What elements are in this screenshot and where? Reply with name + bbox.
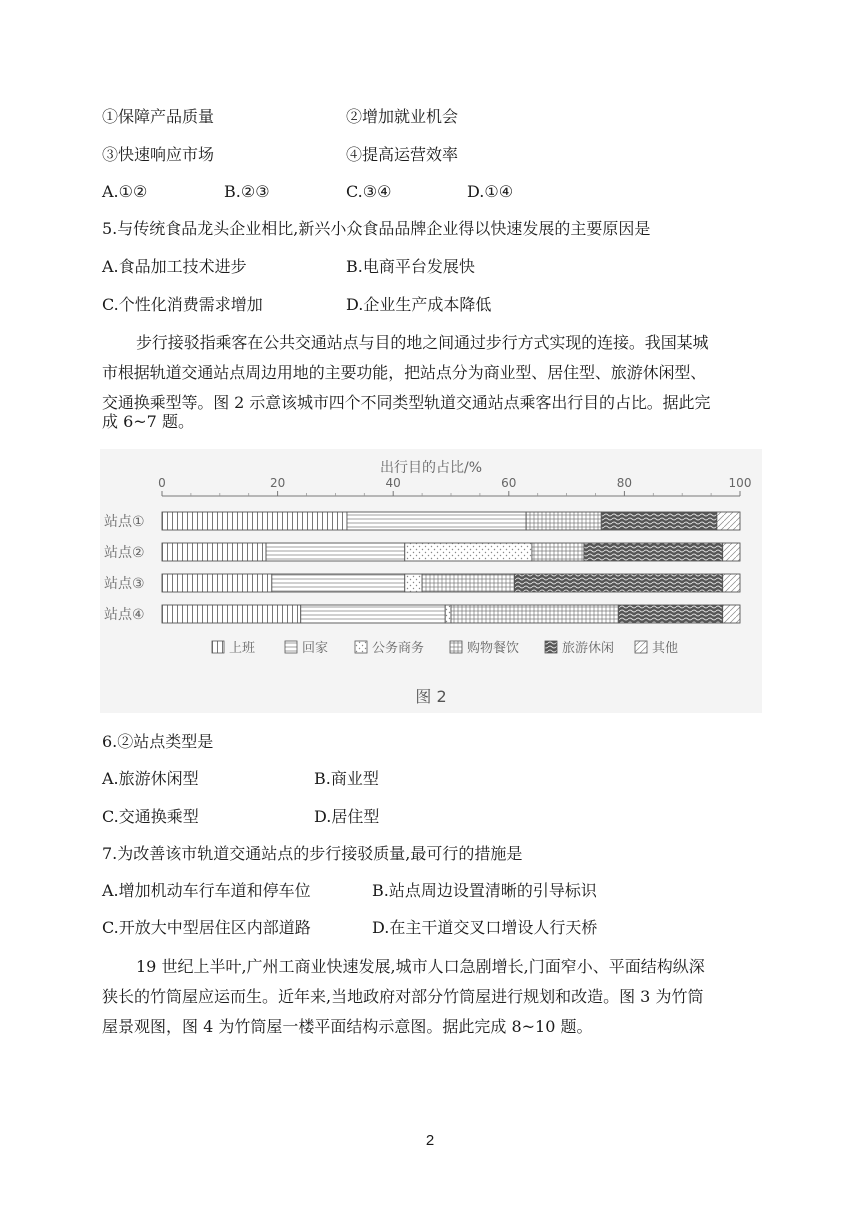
bar-segment xyxy=(405,543,532,561)
x-tick-label: 20 xyxy=(269,476,286,490)
bar-segment xyxy=(162,605,301,623)
q4-option-3: ③快速响应市场 xyxy=(102,145,215,164)
legend-label: 旅游休闲 xyxy=(562,641,615,656)
q4-option-2: ②增加就业机会 xyxy=(346,107,459,126)
bar-segment xyxy=(723,605,740,623)
q4-choice-b: B.②③ xyxy=(224,182,270,201)
legend-swatch xyxy=(212,641,224,653)
bar-segment xyxy=(445,605,451,623)
category-label: 站点④ xyxy=(104,607,145,623)
x-tick-label: 60 xyxy=(501,476,517,490)
legend-label: 购物餐饮 xyxy=(467,641,520,656)
category-label: 站点① xyxy=(104,514,145,530)
q5-option-b: B.电商平台发展快 xyxy=(346,257,475,276)
q4-option-4: ④提高运营效率 xyxy=(346,145,459,164)
q5-option-d: D.企业生产成本降低 xyxy=(346,295,492,314)
legend-swatch xyxy=(635,641,647,653)
legend-swatch xyxy=(545,641,557,653)
legend-label: 上班 xyxy=(229,641,256,656)
bar-segment xyxy=(405,574,422,592)
x-tick-label: 0 xyxy=(158,476,166,490)
bar-segment xyxy=(422,574,514,592)
q7-option-c: C.开放大中型居住区内部道路 xyxy=(102,918,311,937)
bar-segment xyxy=(347,512,526,530)
x-tick-label: 80 xyxy=(616,476,633,490)
bar-segment xyxy=(162,574,272,592)
q7-option-d: D.在主干道交叉口增设人行天桥 xyxy=(372,918,598,937)
q7-option-b: B.站点周边设置清晰的引导标识 xyxy=(372,881,597,900)
legend-swatch xyxy=(355,641,367,653)
bar-segment xyxy=(723,543,740,561)
passage2-line-3: 屋景观图，图 4 为竹筒屋一楼平面结构示意图。据此完成 8~10 题。 xyxy=(102,1017,593,1036)
bar-segment xyxy=(515,574,723,592)
q4-choice-c: C.③④ xyxy=(346,182,392,201)
q5-option-a: A.食品加工技术进步 xyxy=(102,257,247,276)
q6-option-d: D.居住型 xyxy=(314,807,380,826)
q4-choice-d: D.①④ xyxy=(467,182,514,201)
q6-option-b: B.商业型 xyxy=(314,769,379,788)
bar-segment xyxy=(162,543,266,561)
category-label: 站点③ xyxy=(104,576,145,592)
stacked-bar-chart xyxy=(100,449,762,713)
legend-label: 其他 xyxy=(652,641,679,656)
page-number: 2 xyxy=(425,1132,435,1149)
passage1-line-4: 成 6~7 题。 xyxy=(102,412,194,431)
figure-2 xyxy=(100,449,762,713)
bar-segment xyxy=(266,543,405,561)
q4-option-1: ①保障产品质量 xyxy=(102,107,215,126)
q7-stem: 7.为改善该市轨道交通站点的步行接驳质量,最可行的措施是 xyxy=(102,844,523,863)
passage2-line-1: 19 世纪上半叶,广州工商业快速发展,城市人口急剧增长,门面窄小、平面结构纵深 xyxy=(136,957,705,976)
q6-option-a: A.旅游休闲型 xyxy=(102,769,199,788)
bar-segment xyxy=(301,605,446,623)
q6-stem: 6.②站点类型是 xyxy=(102,732,214,751)
bar-segment xyxy=(584,543,723,561)
q7-option-a: A.增加机动车行车道和停车位 xyxy=(102,881,311,900)
legend-label: 公务商务 xyxy=(372,641,425,656)
q4-choice-a: A.①② xyxy=(102,182,148,201)
bar-segment xyxy=(451,605,619,623)
bar-segment xyxy=(601,512,717,530)
x-tick-label: 40 xyxy=(385,476,401,490)
passage2-line-2: 狭长的竹筒屋应运而生。近年来,当地政府对部分竹筒屋进行规划和改造。图 3 为竹筒 xyxy=(102,987,704,1006)
bar-segment xyxy=(526,512,601,530)
bar-segment xyxy=(717,512,740,530)
q5-option-c: C.个性化消费需求增加 xyxy=(102,295,263,314)
passage1-line-2: 市根据轨道交通站点周边用地的主要功能，把站点分为商业型、居住型、旅游休闲型、 xyxy=(102,363,707,382)
passage1-line-1: 步行接驳指乘客在公共交通站点与目的地之间通过步行方式实现的连接。我国某城 xyxy=(136,333,709,352)
bar-segment xyxy=(272,574,405,592)
q5-stem: 5.与传统食品龙头企业相比,新兴小众食品品牌企业得以快速发展的主要原因是 xyxy=(102,219,651,238)
x-tick-label: 100 xyxy=(728,476,752,490)
legend-swatch xyxy=(285,641,297,653)
category-label: 站点② xyxy=(104,545,145,561)
q6-option-c: C.交通换乘型 xyxy=(102,807,199,826)
passage1-line-3: 交通换乘型等。图 2 示意该城市四个不同类型轨道交通站点乘客出行目的占比。据此完 xyxy=(102,393,711,412)
figure-caption: 图 2 xyxy=(415,687,447,706)
bar-segment xyxy=(619,605,723,623)
bar-segment xyxy=(532,543,584,561)
legend-swatch xyxy=(450,641,462,653)
legend-label: 回家 xyxy=(302,641,329,656)
bar-segment xyxy=(162,512,347,530)
chart-title: 出行目的占比/% xyxy=(379,460,483,476)
bar-segment xyxy=(723,574,740,592)
